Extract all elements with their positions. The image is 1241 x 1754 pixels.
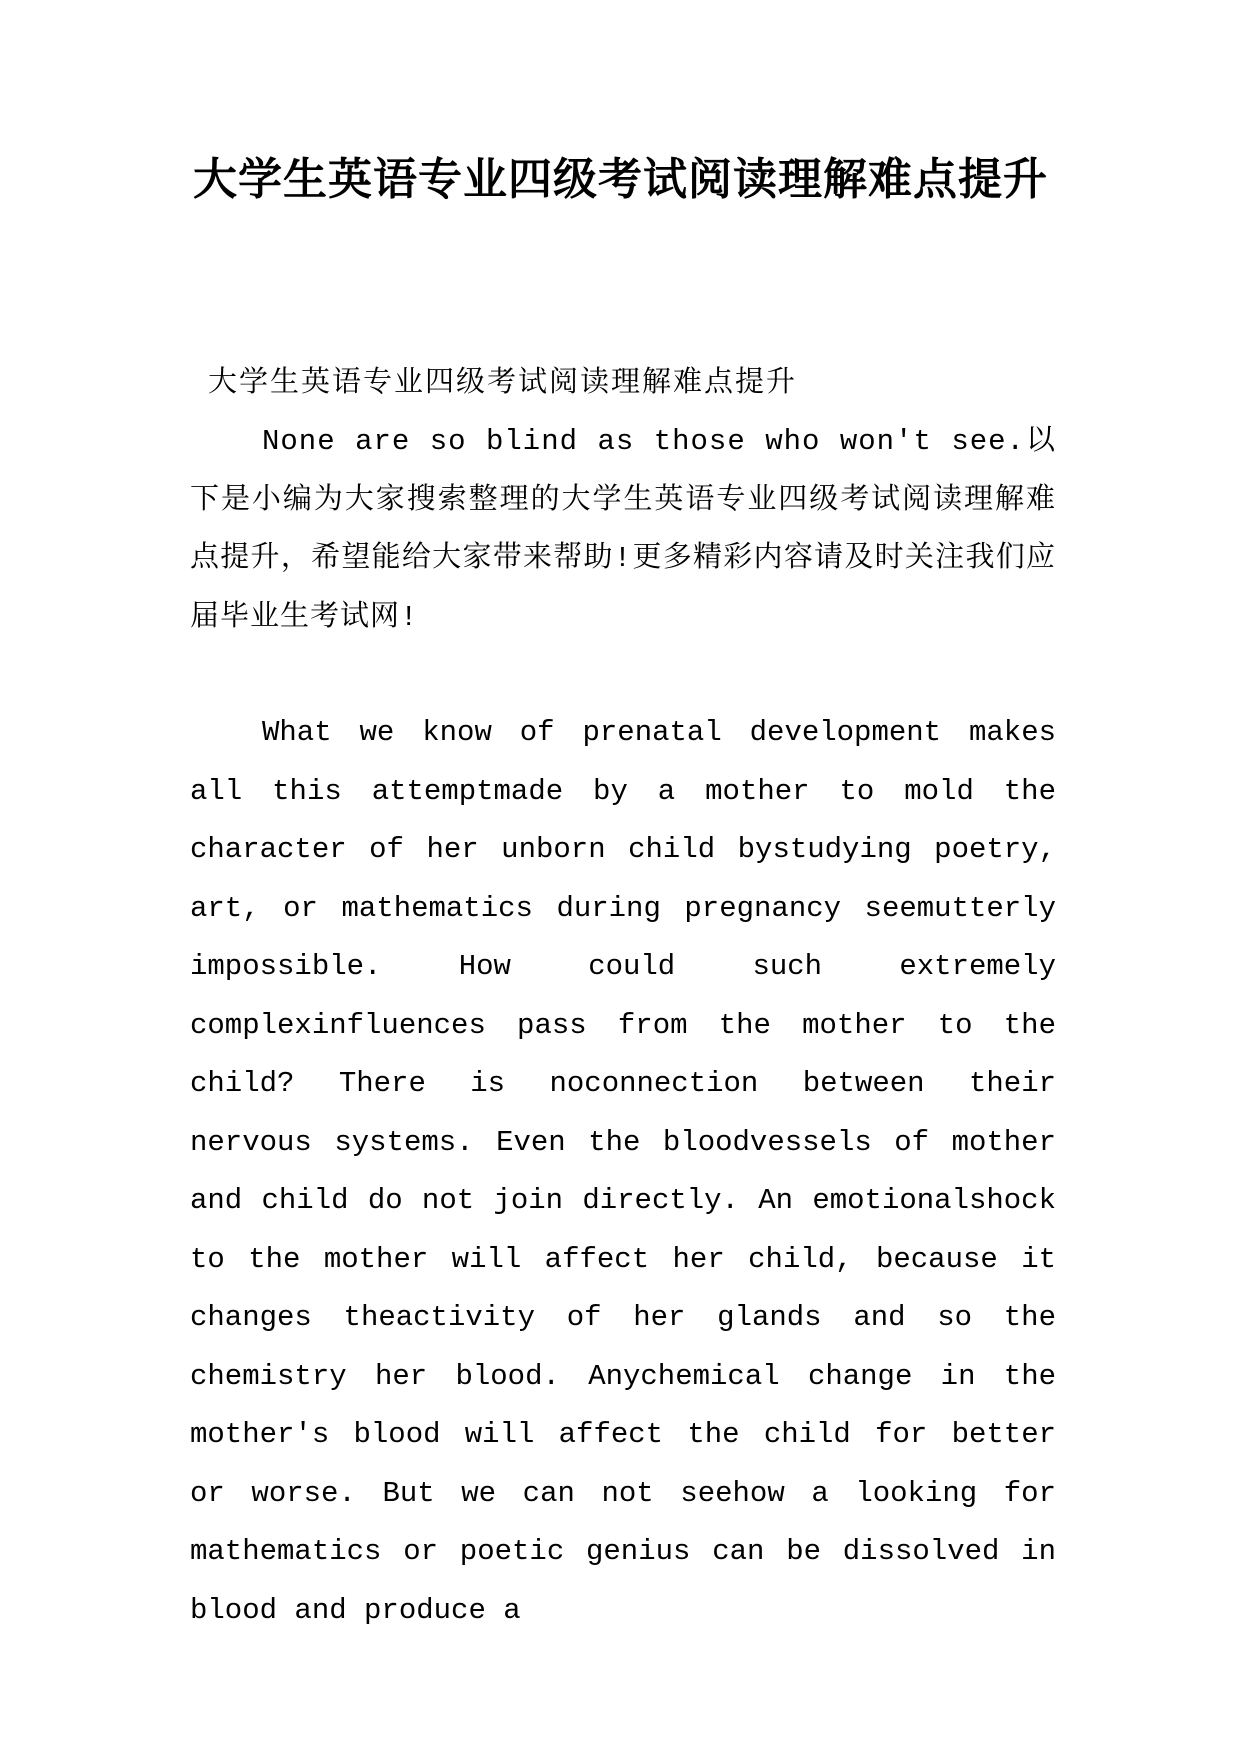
- body-paragraph: What we know of prenatal development makes all this attemptmade by a mother to mold the character of her unborn child bystudying poetry, art, or mathematics during pregnancy seemutterly impossible. How could such extremely complexinfluences pass from the mother to the child? There is noconnection between their nervous systems. Even the bloodvessels of mother and child do not join directly. An emotionalshock to the mother will affect her child, because it changes theactivity of her glands and so the chemistry her blood. Anychemical change in the mother's blood will affect the child for better or worse. But we can not seehow a looking for mathematics or poetic genius can be dissolved in blood and produce a: [190, 716, 1056, 1627]
- document-title: 大学生英语专业四级考试阅读理解难点提升: [193, 154, 1048, 205]
- intro-paragraph: None are so blind as those who won't see.以下是小编为大家搜索整理的大学生英语专业四级考试阅读理解难点提升，希望能给大家带来帮助!更多精彩内容请及时关注我们应届毕业生考试网!: [190, 425, 1056, 634]
- document-subtitle: 大学生英语专业四级考试阅读理解难点提升: [208, 364, 798, 398]
